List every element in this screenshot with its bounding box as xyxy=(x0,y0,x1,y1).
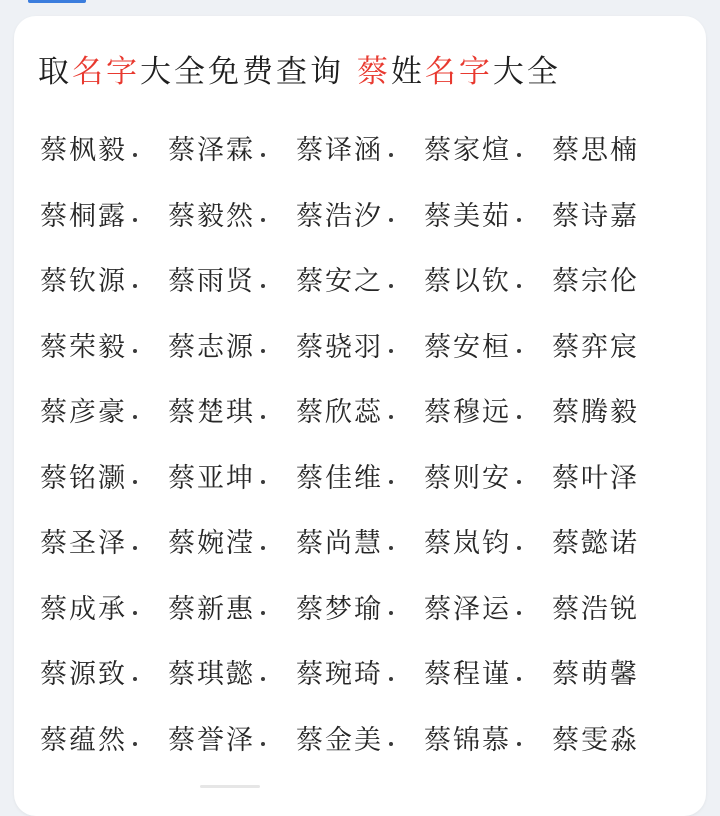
name-text: 蔡雯淼 xyxy=(552,724,639,756)
name-text: 蔡宗伦 xyxy=(552,266,639,298)
name-text: 蔡雨贤 xyxy=(168,266,255,298)
names-row xyxy=(40,574,680,640)
separator-dot xyxy=(261,415,265,419)
name-text: 蔡彦豪 xyxy=(40,397,127,429)
page-title xyxy=(38,50,561,94)
separator-dot xyxy=(261,218,265,222)
name-link[interactable] xyxy=(552,259,680,298)
name-link[interactable] xyxy=(424,456,552,495)
name-text: 蔡佳维 xyxy=(296,462,383,494)
name-text: 蔡泽运 xyxy=(424,593,511,625)
separator-dot xyxy=(389,677,393,681)
names-row xyxy=(40,181,680,247)
separator-dot xyxy=(517,611,521,615)
separator-dot xyxy=(261,546,265,550)
name-link[interactable] xyxy=(552,652,680,691)
name-text: 蔡程谨 xyxy=(424,659,511,691)
name-text: 蔡圣泽 xyxy=(40,528,127,560)
name-text: 蔡钦源 xyxy=(40,266,127,298)
name-link[interactable] xyxy=(296,128,424,167)
name-link[interactable] xyxy=(552,587,680,626)
separator-dot xyxy=(133,677,137,681)
name-text: 蔡楚琪 xyxy=(168,397,255,429)
separator-dot xyxy=(133,546,137,550)
name-text: 蔡婉滢 xyxy=(168,528,255,560)
separator-dot xyxy=(389,480,393,484)
name-text: 蔡浩锐 xyxy=(552,593,639,625)
name-link[interactable] xyxy=(40,456,168,495)
name-text: 蔡叶泽 xyxy=(552,462,639,494)
name-link[interactable] xyxy=(424,521,552,560)
name-text: 蔡懿诺 xyxy=(552,528,639,560)
name-link[interactable] xyxy=(552,128,680,167)
title-part: 取 xyxy=(38,54,72,90)
name-link[interactable] xyxy=(296,456,424,495)
name-text: 蔡亚坤 xyxy=(168,462,255,494)
name-text: 蔡欣蕊 xyxy=(296,397,383,429)
title-highlight: 名字 xyxy=(72,54,140,90)
name-link[interactable] xyxy=(40,325,168,364)
name-link[interactable] xyxy=(168,521,296,560)
name-text: 蔡萌馨 xyxy=(552,659,639,691)
name-link[interactable] xyxy=(40,259,168,298)
separator-dot xyxy=(261,742,265,746)
separator-dot xyxy=(261,480,265,484)
separator-dot xyxy=(261,153,265,157)
name-link[interactable] xyxy=(168,390,296,429)
name-text: 蔡腾毅 xyxy=(552,397,639,429)
name-link[interactable] xyxy=(552,521,680,560)
name-link[interactable] xyxy=(296,390,424,429)
name-link[interactable] xyxy=(296,259,424,298)
names-row xyxy=(40,443,680,509)
name-link[interactable] xyxy=(40,718,168,757)
name-text: 蔡新惠 xyxy=(168,593,255,625)
name-link[interactable] xyxy=(168,194,296,233)
separator-dot xyxy=(261,349,265,353)
name-link[interactable] xyxy=(40,521,168,560)
names-row xyxy=(40,115,680,181)
title-part: 大全 xyxy=(492,54,561,90)
name-text: 蔡译涵 xyxy=(296,135,383,167)
name-link[interactable] xyxy=(168,718,296,757)
separator-dot xyxy=(517,677,521,681)
separator-dot xyxy=(261,611,265,615)
names-row xyxy=(40,705,680,771)
title-part: 姓 xyxy=(390,54,425,90)
separator-dot xyxy=(517,218,521,222)
name-text: 蔡以钦 xyxy=(424,266,511,298)
name-link[interactable] xyxy=(552,194,680,233)
name-link[interactable] xyxy=(424,194,552,233)
separator-dot xyxy=(389,415,393,419)
name-link[interactable] xyxy=(424,587,552,626)
name-text: 蔡思楠 xyxy=(552,135,639,167)
separator-dot xyxy=(389,284,393,288)
name-text: 蔡桐露 xyxy=(40,200,127,232)
title-highlight: 名字 xyxy=(424,54,493,90)
name-text: 蔡枫毅 xyxy=(40,135,127,167)
name-link[interactable] xyxy=(296,325,424,364)
separator-dot xyxy=(517,742,521,746)
name-link[interactable] xyxy=(168,325,296,364)
name-text: 蔡毅然 xyxy=(168,200,255,232)
name-text: 蔡志源 xyxy=(168,331,255,363)
name-link[interactable] xyxy=(424,325,552,364)
name-text: 蔡则安 xyxy=(424,462,511,494)
name-text: 蔡诗嘉 xyxy=(552,200,639,232)
name-link[interactable] xyxy=(40,194,168,233)
name-text: 蔡荣毅 xyxy=(40,331,127,363)
separator-dot xyxy=(389,349,393,353)
name-link[interactable] xyxy=(296,521,424,560)
separator-dot xyxy=(133,284,137,288)
separator-dot xyxy=(517,480,521,484)
separator-dot xyxy=(133,480,137,484)
name-text: 蔡安之 xyxy=(296,266,383,298)
name-link[interactable] xyxy=(40,390,168,429)
name-link[interactable] xyxy=(552,325,680,364)
name-link[interactable] xyxy=(40,128,168,167)
name-text: 蔡美茹 xyxy=(424,200,511,232)
name-link[interactable] xyxy=(168,128,296,167)
separator-dot xyxy=(389,546,393,550)
name-link[interactable] xyxy=(40,652,168,691)
name-text: 蔡成承 xyxy=(40,593,127,625)
name-text: 蔡穆远 xyxy=(424,397,511,429)
name-link[interactable] xyxy=(552,718,680,757)
name-link[interactable] xyxy=(424,390,552,429)
name-link[interactable] xyxy=(552,456,680,495)
name-link[interactable] xyxy=(424,259,552,298)
name-link[interactable] xyxy=(424,652,552,691)
name-text: 蔡岚钧 xyxy=(424,528,511,560)
partial-next-row xyxy=(200,785,260,788)
name-link[interactable] xyxy=(424,718,552,757)
name-text: 蔡金美 xyxy=(296,724,383,756)
separator-dot xyxy=(389,611,393,615)
separator-dot xyxy=(389,218,393,222)
names-grid xyxy=(40,115,680,770)
name-text: 蔡铭灏 xyxy=(40,462,127,494)
name-text: 蔡骁羽 xyxy=(296,331,383,363)
separator-dot xyxy=(133,611,137,615)
top-accent-bar xyxy=(28,0,86,3)
name-text: 蔡誉泽 xyxy=(168,724,255,756)
separator-dot xyxy=(133,349,137,353)
separator-dot xyxy=(133,742,137,746)
name-text: 蔡蕴然 xyxy=(40,724,127,756)
name-text: 蔡源致 xyxy=(40,659,127,691)
name-link[interactable] xyxy=(168,259,296,298)
title-part: 大全免费查询 xyxy=(140,54,357,90)
name-link[interactable] xyxy=(296,652,424,691)
names-row xyxy=(40,246,680,312)
name-link[interactable] xyxy=(296,718,424,757)
name-text: 蔡琪懿 xyxy=(168,659,255,691)
name-link[interactable] xyxy=(168,587,296,626)
separator-dot xyxy=(389,153,393,157)
separator-dot xyxy=(517,415,521,419)
name-text: 蔡梦瑜 xyxy=(296,593,383,625)
separator-dot xyxy=(133,153,137,157)
name-link[interactable] xyxy=(296,194,424,233)
names-row xyxy=(40,639,680,705)
name-text: 蔡安桓 xyxy=(424,331,511,363)
name-text: 蔡家煊 xyxy=(424,135,511,167)
name-text: 蔡锦慕 xyxy=(424,724,511,756)
separator-dot xyxy=(517,349,521,353)
names-row xyxy=(40,312,680,378)
separator-dot xyxy=(517,546,521,550)
names-row xyxy=(40,508,680,574)
name-link[interactable] xyxy=(424,128,552,167)
name-link[interactable] xyxy=(296,587,424,626)
name-text: 蔡琬琦 xyxy=(296,659,383,691)
name-link[interactable] xyxy=(168,652,296,691)
separator-dot xyxy=(261,677,265,681)
separator-dot xyxy=(389,742,393,746)
name-text: 蔡弈宸 xyxy=(552,331,639,363)
name-link[interactable] xyxy=(552,390,680,429)
name-text: 蔡尚慧 xyxy=(296,528,383,560)
separator-dot xyxy=(517,153,521,157)
name-text: 蔡泽霖 xyxy=(168,135,255,167)
separator-dot xyxy=(261,284,265,288)
title-surname: 蔡 xyxy=(356,54,391,90)
separator-dot xyxy=(133,218,137,222)
name-link[interactable] xyxy=(40,587,168,626)
name-link[interactable] xyxy=(168,456,296,495)
separator-dot xyxy=(517,284,521,288)
separator-dot xyxy=(133,415,137,419)
name-text: 蔡浩汐 xyxy=(296,200,383,232)
names-row xyxy=(40,377,680,443)
